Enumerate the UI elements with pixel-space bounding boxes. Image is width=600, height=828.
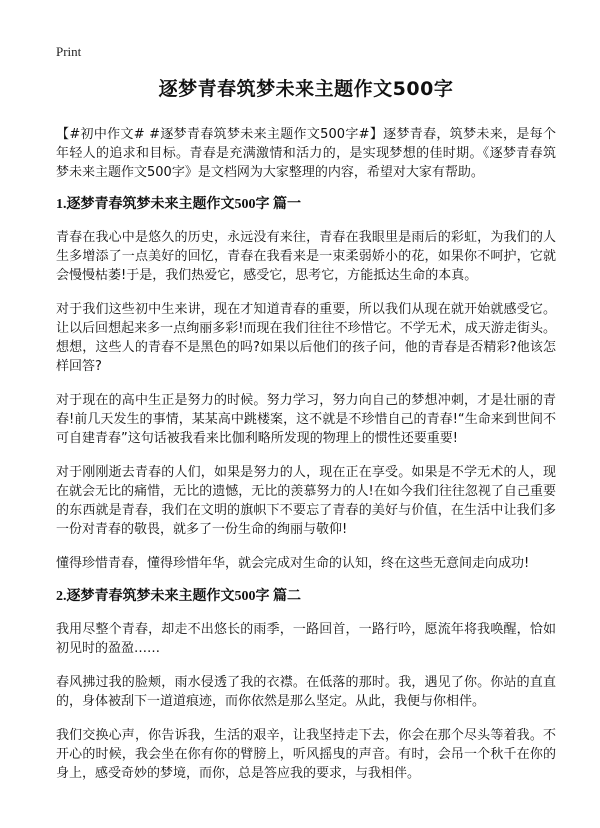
paragraph: 我们交换心声，你告诉我，生活的艰辛，让我坚持走下去，你会在那个尽头等着我。不开心的时候，我会坐在你有你的臂膀上，听风摇曳的声音。有时，会吊一个秋千在你的身上，感受奇妙的梦境，而你，总是答应我的要求，与我相伴。 (56, 728, 556, 781)
page-title: 逐梦青春筑梦未来主题作文500字 (158, 78, 454, 100)
paragraph: 对于刚刚逝去青春的人们，如果是努力的人，现在正在享受。如果是不学无术的人，现在就会无比的痛惜，无比的遗憾，无比的羡慕努力的人!在如今我们往往忽视了自己重要的东西就是青春，我们在文明的旗帜下不要忘了青春的美好与价值，在生活中让我们多一份对青春的敬畏，就多了一份生命的绚丽与敬仰! (56, 465, 556, 537)
paragraph: 对于现在的高中生正是努力的时候。努力学习，努力向自己的梦想冲刺，才是壮丽的青春!前几天发生的事情，某某高中跳楼案，这不就是不珍惜自己的青春!“生命来到世间不可自建青春”这句话被我看来比伽利略所发现的物理上的惯性还要重要! (56, 393, 556, 446)
paragraph: 春风拂过我的脸颊，雨水侵透了我的衣襟。在低落的那时。我，遇见了你。你站的直直的，身体被刮下一道道痕迹，而你依然是那么坚定。从此，我便与你相伴。 (56, 675, 556, 709)
print-label: Print (56, 44, 82, 59)
section-heading: 1.逐梦青春筑梦未来主题作文500字 篇一 (56, 197, 301, 212)
section-1 (56, 196, 556, 573)
paragraph: 我用尽整个青春，却走不出悠长的雨季，一路回首，一路行吟，愿流年将我唤醒，恰如初见时的盈盈…… (56, 622, 556, 656)
section-2 (56, 588, 556, 783)
intro-paragraph: 【#初中作文# #逐梦青春筑梦未来主题作文500字#】逐梦青春，筑梦未来，是每个年轻人的追求和目标。青春是充满激情和活力的，是实现梦想的佳时期。《逐梦青春筑梦未来主题作文500字》是文档网为大家整理的内容，希望对大家有帮助。 (56, 127, 556, 180)
paragraph: 懂得珍惜青春，懂得珍惜年华，就会完成对生命的认知，终在这些无意间走向成功! (56, 556, 530, 571)
section-heading: 2.逐梦青春筑梦未来主题作文500字 篇二 (56, 589, 301, 604)
paragraph: 对于我们这些初中生来讲，现在才知道青春的重要，所以我们从现在就开始就感受它。让以后回想起来多一点绚丽多彩!而现在我们往往不珍惜它。不学无术，成天游走街头。想想，这些人的青春不是黑色的吗?如果以后他们的孩子问，他的青春是否精彩?他该怎样回答? (56, 302, 556, 374)
paragraph: 青春在我心中是悠久的历史，永远没有来往，青春在我眼里是雨后的彩虹，为我们的人生多增添了一点美好的回忆，青春在我看来是一束柔弱娇小的花，如果你不呵护，它就会慢慢枯萎!于是，我们热爱它，感受它，思考它，方能抵达生命的本真。 (56, 230, 556, 283)
